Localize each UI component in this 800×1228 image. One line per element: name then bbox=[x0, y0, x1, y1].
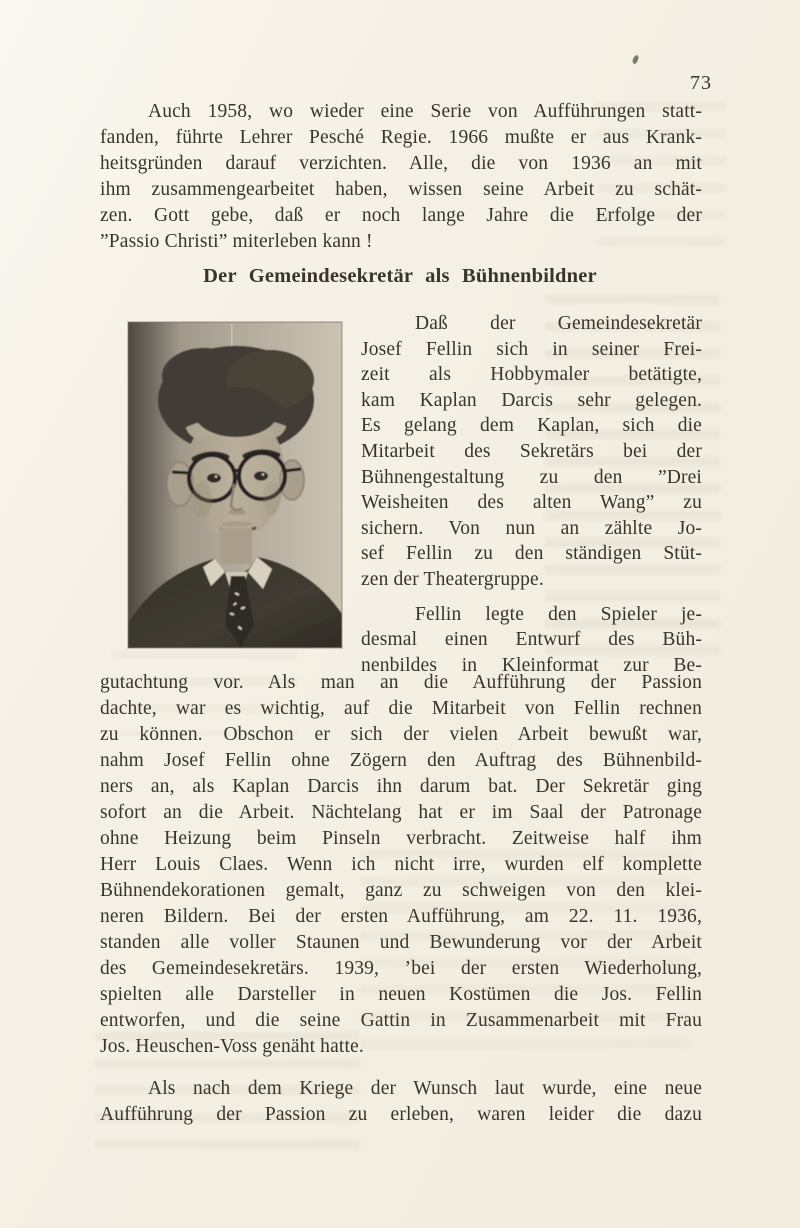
text-line: zen der Theatergruppe. bbox=[361, 568, 544, 590]
photo-and-text-section bbox=[100, 311, 702, 678]
text-line: nenbildes in Kleinformat zur Be- bbox=[361, 654, 702, 676]
text-line: gutachtung vor. Als man an die Aufführung der Passion bbox=[100, 672, 702, 693]
text-line: sichern. Von nun an zählte Jo- bbox=[361, 517, 702, 539]
text-line: ”Passio Christi” miterleben kann ! bbox=[100, 231, 373, 252]
text-line: Es gelang dem Kaplan, sich die bbox=[361, 415, 702, 437]
text-line: entworfen, und die seine Gattin in Zusammenarbeit mit Frau bbox=[100, 1010, 702, 1031]
paragraph-4 bbox=[100, 1076, 702, 1128]
text-line: Fellin legte den Spieler je- bbox=[415, 603, 702, 625]
text-line: sef Fellin zu den ständigen Stüt- bbox=[361, 543, 702, 565]
text-line: zu können. Obschon er sich der vielen Arbeit bewußt war, bbox=[100, 724, 702, 745]
text-line: Aufführung der Passion zu erleben, waren leider die dazu bbox=[100, 1104, 702, 1125]
text-line: dachte, war es wichtig, auf die Mitarbeit von Fellin rechnen bbox=[100, 698, 702, 719]
text-line: des Gemeindesekretärs. 1939, ’bei der ersten Wiederholung, bbox=[100, 958, 702, 979]
paragraph-1 bbox=[100, 99, 702, 255]
paragraph-3-full-width-part bbox=[100, 670, 702, 1060]
text-line: Auch 1958, wo wieder eine Serie von Aufführungen statt- bbox=[148, 101, 702, 122]
text-line: ners an, als Kaplan Darcis ihn darum bat. Der Sekretär ging bbox=[100, 776, 702, 797]
portrait-photo bbox=[128, 322, 342, 648]
page-number: 73 bbox=[690, 72, 712, 94]
text-line: Als nach dem Kriege der Wunsch laut wurde, eine neue bbox=[148, 1078, 702, 1099]
portrait-photo-image bbox=[128, 322, 342, 648]
paragraph-3-column-part bbox=[361, 602, 702, 679]
text-line: Mitarbeit des Sekretärs bei der bbox=[361, 440, 702, 462]
text-line: Josef Fellin sich in seiner Frei- bbox=[361, 338, 702, 360]
text-line: ihm zusammengearbeitet haben, wissen seine Arbeit zu schät- bbox=[100, 179, 702, 200]
text-line: fanden, führte Lehrer Pesché Regie. 1966 mußte er aus Krank- bbox=[100, 127, 702, 148]
text-line: Bühnengestaltung zu den ”Drei bbox=[361, 466, 702, 488]
text-line: Jos. Heuschen-Voss genäht hatte. bbox=[100, 1036, 364, 1057]
text-line: desmal einen Entwurf des Büh- bbox=[361, 629, 702, 651]
text-line: zen. Gott gebe, daß er noch lange Jahre die Erfolge der bbox=[100, 205, 702, 226]
text-line: Herr Louis Claes. Wenn ich nicht irre, wurden elf komplette bbox=[100, 854, 702, 875]
text-line: neren Bildern. Bei der ersten Aufführung, am 22. 11. 1936, bbox=[100, 906, 702, 927]
ink-speck bbox=[632, 54, 640, 64]
text-line: heitsgründen darauf verzichten. Alle, die von 1936 an mit bbox=[100, 153, 702, 174]
text-line: zeit als Hobbymaler betätigte, bbox=[361, 364, 702, 386]
text-line: Weisheiten des alten Wang” zu bbox=[361, 492, 702, 514]
section-heading: Der Gemeindesekretär als Bühnenbildner bbox=[203, 265, 597, 287]
text-line: nahm Josef Fellin ohne Zögern den Auftrag des Bühnenbild- bbox=[100, 750, 702, 771]
text-line: Bühnendekorationen gemalt, ganz zu schweigen von den klei- bbox=[100, 880, 702, 901]
text-line: ohne Heizung beim Pinseln verbracht. Zeitweise half ihm bbox=[100, 828, 702, 849]
text-column-beside-photo bbox=[361, 311, 702, 678]
text-line: sofort an die Arbeit. Nächtelang hat er im Saal der Patronage bbox=[100, 802, 702, 823]
text-line: Daß der Gemeindesekretär bbox=[415, 313, 702, 334]
text-line: standen alle voller Staunen und Bewunderung vor der Arbeit bbox=[100, 932, 702, 953]
text-line: spielten alle Darsteller in neuen Kostümen die Jos. Fellin bbox=[100, 984, 702, 1005]
paragraph-2 bbox=[361, 311, 702, 593]
text-line: kam Kaplan Darcis sehr gelegen. bbox=[361, 389, 702, 411]
